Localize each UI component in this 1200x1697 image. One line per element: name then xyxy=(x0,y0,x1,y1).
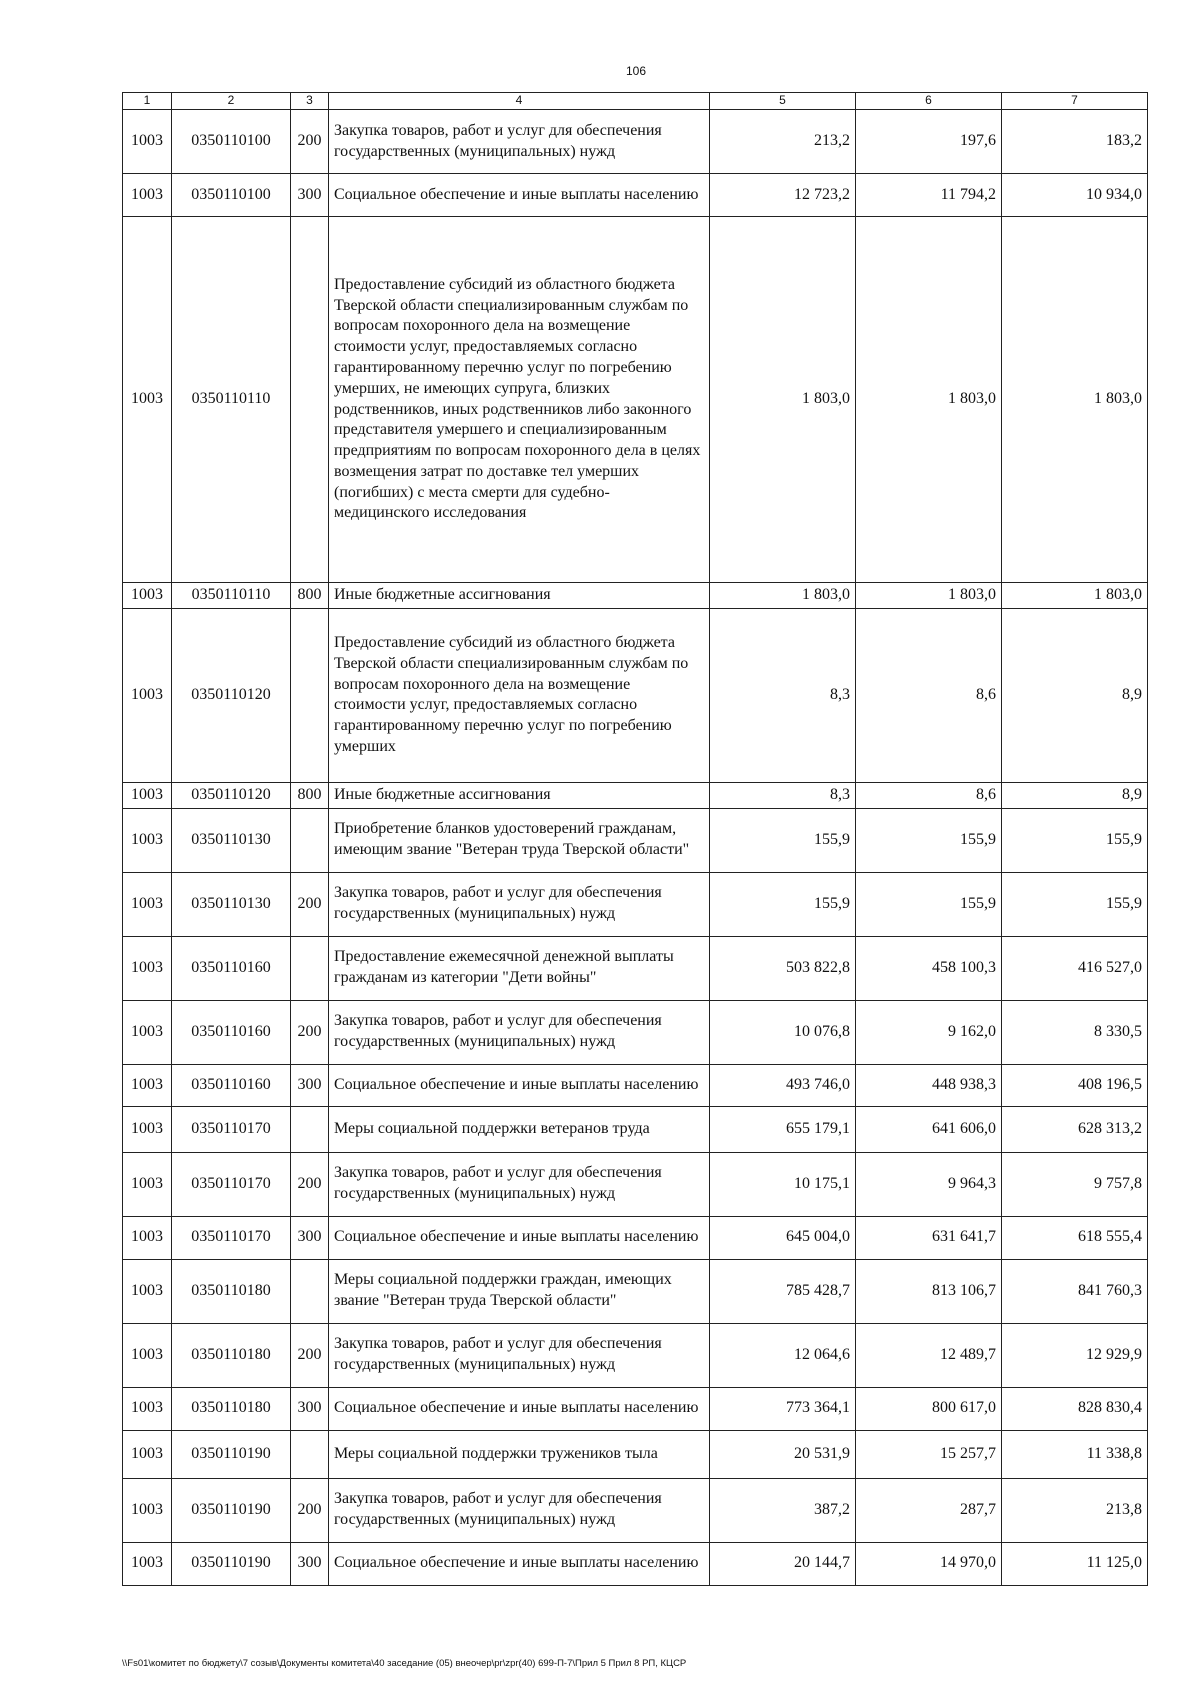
item-name: Социальное обеспечение и иные выплаты населению xyxy=(329,1542,710,1585)
page-number: 106 xyxy=(625,64,647,78)
table-row xyxy=(123,1323,1148,1387)
target-article-code: 0350110100 xyxy=(172,110,291,174)
target-article-code: 0350110180 xyxy=(172,1387,291,1430)
amount-year-2: 1 803,0 xyxy=(856,583,1002,609)
amount-year-2: 641 606,0 xyxy=(856,1106,1002,1152)
target-article-code: 0350110160 xyxy=(172,1000,291,1064)
table-row xyxy=(123,583,1148,609)
section-code: 1003 xyxy=(123,872,172,936)
amount-year-2: 12 489,7 xyxy=(856,1323,1002,1387)
amount-year-2: 458 100,3 xyxy=(856,936,1002,1000)
amount-year-2: 8,6 xyxy=(856,782,1002,808)
expense-type-code: 200 xyxy=(291,872,329,936)
item-name: Социальное обеспечение и иные выплаты населению xyxy=(329,1387,710,1430)
amount-year-1: 645 004,0 xyxy=(710,1216,856,1259)
target-article-code: 0350110180 xyxy=(172,1323,291,1387)
amount-year-3: 10 934,0 xyxy=(1002,174,1148,217)
budget-table xyxy=(122,92,1148,1586)
section-code: 1003 xyxy=(123,1000,172,1064)
amount-year-2: 15 257,7 xyxy=(856,1430,1002,1478)
target-article-code: 0350110170 xyxy=(172,1152,291,1216)
target-article-code: 0350110160 xyxy=(172,936,291,1000)
amount-year-1: 1 803,0 xyxy=(710,217,856,583)
section-code: 1003 xyxy=(123,1387,172,1430)
expense-type-code: 800 xyxy=(291,782,329,808)
amount-year-3: 155,9 xyxy=(1002,808,1148,872)
expense-type-code xyxy=(291,936,329,1000)
footer-file-path: \\Fs01\комитет по бюджету\7 созыв\Документы комитета\40 заседание (05) внеочер\pr\zpr(40) 699-П-7\Прил 5 Прил 8 РП, КЦСР xyxy=(122,1658,687,1669)
amount-year-1: 387,2 xyxy=(710,1478,856,1542)
amount-year-3: 213,8 xyxy=(1002,1478,1148,1542)
section-code: 1003 xyxy=(123,217,172,583)
item-name: Меры социальной поддержки тружеников тыла xyxy=(329,1430,710,1478)
item-name: Предоставление субсидий из областного бюджета Тверской области специализированным службам по вопросам похоронного дела на возмещение стоимости услуг, предоставляемых согласно гарантированному перечню услуг по погребению умерших, не имеющих супруга, близких родственников, иных родственников либо законного представителя умершего и специализированным предприятиям по вопросам похоронного дела в целях возмещения затрат по доставке тел умерших (погибших) с места смерти для судебно-медицинского исследования xyxy=(329,217,710,583)
amount-year-3: 416 527,0 xyxy=(1002,936,1148,1000)
table-row xyxy=(123,174,1148,217)
item-name: Предоставление ежемесячной денежной выплаты гражданам из категории "Дети войны" xyxy=(329,936,710,1000)
expense-type-code: 200 xyxy=(291,1000,329,1064)
table-row xyxy=(123,1152,1148,1216)
expense-type-code xyxy=(291,608,329,782)
expense-type-code: 300 xyxy=(291,1542,329,1585)
amount-year-3: 618 555,4 xyxy=(1002,1216,1148,1259)
target-article-code: 0350110190 xyxy=(172,1542,291,1585)
column-header: 2 xyxy=(172,93,291,110)
section-code: 1003 xyxy=(123,1259,172,1323)
column-header: 4 xyxy=(329,93,710,110)
column-header: 3 xyxy=(291,93,329,110)
column-header: 1 xyxy=(123,93,172,110)
table-row xyxy=(123,1216,1148,1259)
amount-year-3: 8,9 xyxy=(1002,782,1148,808)
item-name: Иные бюджетные ассигнования xyxy=(329,583,710,609)
section-code: 1003 xyxy=(123,110,172,174)
amount-year-2: 9 964,3 xyxy=(856,1152,1002,1216)
item-name: Закупка товаров, работ и услуг для обеспечения государственных (муниципальных) нужд xyxy=(329,1323,710,1387)
target-article-code: 0350110100 xyxy=(172,174,291,217)
amount-year-2: 8,6 xyxy=(856,608,1002,782)
target-article-code: 0350110110 xyxy=(172,217,291,583)
target-article-code: 0350110120 xyxy=(172,608,291,782)
table-row xyxy=(123,782,1148,808)
amount-year-1: 20 531,9 xyxy=(710,1430,856,1478)
amount-year-3: 8 330,5 xyxy=(1002,1000,1148,1064)
item-name: Иные бюджетные ассигнования xyxy=(329,782,710,808)
amount-year-1: 773 364,1 xyxy=(710,1387,856,1430)
section-code: 1003 xyxy=(123,1478,172,1542)
table-row xyxy=(123,1106,1148,1152)
item-name: Приобретение бланков удостоверений гражданам, имеющим звание "Ветеран труда Тверской области" xyxy=(329,808,710,872)
amount-year-1: 8,3 xyxy=(710,608,856,782)
target-article-code: 0350110180 xyxy=(172,1259,291,1323)
section-code: 1003 xyxy=(123,1323,172,1387)
section-code: 1003 xyxy=(123,583,172,609)
amount-year-2: 11 794,2 xyxy=(856,174,1002,217)
amount-year-1: 155,9 xyxy=(710,808,856,872)
table-row xyxy=(123,217,1148,583)
amount-year-2: 197,6 xyxy=(856,110,1002,174)
amount-year-1: 155,9 xyxy=(710,872,856,936)
amount-year-1: 8,3 xyxy=(710,782,856,808)
amount-year-1: 493 746,0 xyxy=(710,1064,856,1106)
section-code: 1003 xyxy=(123,1064,172,1106)
amount-year-1: 785 428,7 xyxy=(710,1259,856,1323)
expense-type-code: 200 xyxy=(291,110,329,174)
expense-type-code xyxy=(291,217,329,583)
column-header: 5 xyxy=(710,93,856,110)
table-row xyxy=(123,936,1148,1000)
item-name: Закупка товаров, работ и услуг для обеспечения государственных (муниципальных) нужд xyxy=(329,1478,710,1542)
target-article-code: 0350110190 xyxy=(172,1478,291,1542)
section-code: 1003 xyxy=(123,936,172,1000)
expense-type-code: 200 xyxy=(291,1152,329,1216)
target-article-code: 0350110110 xyxy=(172,583,291,609)
expense-type-code xyxy=(291,808,329,872)
amount-year-1: 10 076,8 xyxy=(710,1000,856,1064)
amount-year-1: 20 144,7 xyxy=(710,1542,856,1585)
table-row xyxy=(123,1542,1148,1585)
table-row xyxy=(123,872,1148,936)
item-name: Социальное обеспечение и иные выплаты населению xyxy=(329,1216,710,1259)
amount-year-3: 9 757,8 xyxy=(1002,1152,1148,1216)
amount-year-3: 828 830,4 xyxy=(1002,1387,1148,1430)
target-article-code: 0350110160 xyxy=(172,1064,291,1106)
amount-year-1: 12 064,6 xyxy=(710,1323,856,1387)
amount-year-1: 655 179,1 xyxy=(710,1106,856,1152)
amount-year-2: 287,7 xyxy=(856,1478,1002,1542)
table-row xyxy=(123,1259,1148,1323)
amount-year-1: 213,2 xyxy=(710,110,856,174)
table-row xyxy=(123,1430,1148,1478)
amount-year-2: 448 938,3 xyxy=(856,1064,1002,1106)
target-article-code: 0350110190 xyxy=(172,1430,291,1478)
amount-year-2: 631 641,7 xyxy=(856,1216,1002,1259)
amount-year-3: 841 760,3 xyxy=(1002,1259,1148,1323)
section-code: 1003 xyxy=(123,1542,172,1585)
expense-type-code xyxy=(291,1259,329,1323)
amount-year-1: 1 803,0 xyxy=(710,583,856,609)
table-row xyxy=(123,1000,1148,1064)
amount-year-3: 1 803,0 xyxy=(1002,583,1148,609)
section-code: 1003 xyxy=(123,1216,172,1259)
item-name: Закупка товаров, работ и услуг для обеспечения государственных (муниципальных) нужд xyxy=(329,110,710,174)
item-name: Закупка товаров, работ и услуг для обеспечения государственных (муниципальных) нужд xyxy=(329,872,710,936)
amount-year-2: 813 106,7 xyxy=(856,1259,1002,1323)
expense-type-code xyxy=(291,1106,329,1152)
expense-type-code: 300 xyxy=(291,1216,329,1259)
section-code: 1003 xyxy=(123,1152,172,1216)
section-code: 1003 xyxy=(123,608,172,782)
target-article-code: 0350110170 xyxy=(172,1216,291,1259)
amount-year-3: 11 125,0 xyxy=(1002,1542,1148,1585)
amount-year-3: 11 338,8 xyxy=(1002,1430,1148,1478)
section-code: 1003 xyxy=(123,808,172,872)
expense-type-code: 300 xyxy=(291,174,329,217)
amount-year-1: 10 175,1 xyxy=(710,1152,856,1216)
amount-year-3: 408 196,5 xyxy=(1002,1064,1148,1106)
column-header: 6 xyxy=(856,93,1002,110)
expense-type-code: 800 xyxy=(291,583,329,609)
amount-year-2: 1 803,0 xyxy=(856,217,1002,583)
amount-year-2: 155,9 xyxy=(856,872,1002,936)
amount-year-3: 12 929,9 xyxy=(1002,1323,1148,1387)
table-row xyxy=(123,1064,1148,1106)
section-code: 1003 xyxy=(123,1430,172,1478)
section-code: 1003 xyxy=(123,782,172,808)
amount-year-2: 800 617,0 xyxy=(856,1387,1002,1430)
item-name: Предоставление субсидий из областного бюджета Тверской области специализированным службам по вопросам похоронного дела на возмещение стоимости услуг, предоставляемых согласно гарантированному перечню услуг по погребению умерших xyxy=(329,608,710,782)
item-name: Социальное обеспечение и иные выплаты населению xyxy=(329,1064,710,1106)
header-row xyxy=(123,93,1148,110)
target-article-code: 0350110130 xyxy=(172,808,291,872)
table-row xyxy=(123,1478,1148,1542)
table-body xyxy=(123,110,1148,1586)
item-name: Социальное обеспечение и иные выплаты населению xyxy=(329,174,710,217)
item-name: Меры социальной поддержки граждан, имеющих звание "Ветеран труда Тверской области" xyxy=(329,1259,710,1323)
amount-year-3: 8,9 xyxy=(1002,608,1148,782)
expense-type-code: 200 xyxy=(291,1478,329,1542)
item-name: Закупка товаров, работ и услуг для обеспечения государственных (муниципальных) нужд xyxy=(329,1152,710,1216)
expense-type-code xyxy=(291,1430,329,1478)
amount-year-2: 14 970,0 xyxy=(856,1542,1002,1585)
target-article-code: 0350110120 xyxy=(172,782,291,808)
column-header: 7 xyxy=(1002,93,1148,110)
amount-year-1: 12 723,2 xyxy=(710,174,856,217)
table-row xyxy=(123,808,1148,872)
table-row xyxy=(123,1387,1148,1430)
amount-year-3: 155,9 xyxy=(1002,872,1148,936)
expense-type-code: 300 xyxy=(291,1064,329,1106)
amount-year-3: 628 313,2 xyxy=(1002,1106,1148,1152)
table-row xyxy=(123,608,1148,782)
item-name: Меры социальной поддержки ветеранов труда xyxy=(329,1106,710,1152)
amount-year-2: 155,9 xyxy=(856,808,1002,872)
expense-type-code: 300 xyxy=(291,1387,329,1430)
table-row xyxy=(123,110,1148,174)
amount-year-3: 183,2 xyxy=(1002,110,1148,174)
target-article-code: 0350110170 xyxy=(172,1106,291,1152)
target-article-code: 0350110130 xyxy=(172,872,291,936)
section-code: 1003 xyxy=(123,1106,172,1152)
expense-type-code: 200 xyxy=(291,1323,329,1387)
section-code: 1003 xyxy=(123,174,172,217)
amount-year-2: 9 162,0 xyxy=(856,1000,1002,1064)
amount-year-1: 503 822,8 xyxy=(710,936,856,1000)
amount-year-3: 1 803,0 xyxy=(1002,217,1148,583)
item-name: Закупка товаров, работ и услуг для обеспечения государственных (муниципальных) нужд xyxy=(329,1000,710,1064)
